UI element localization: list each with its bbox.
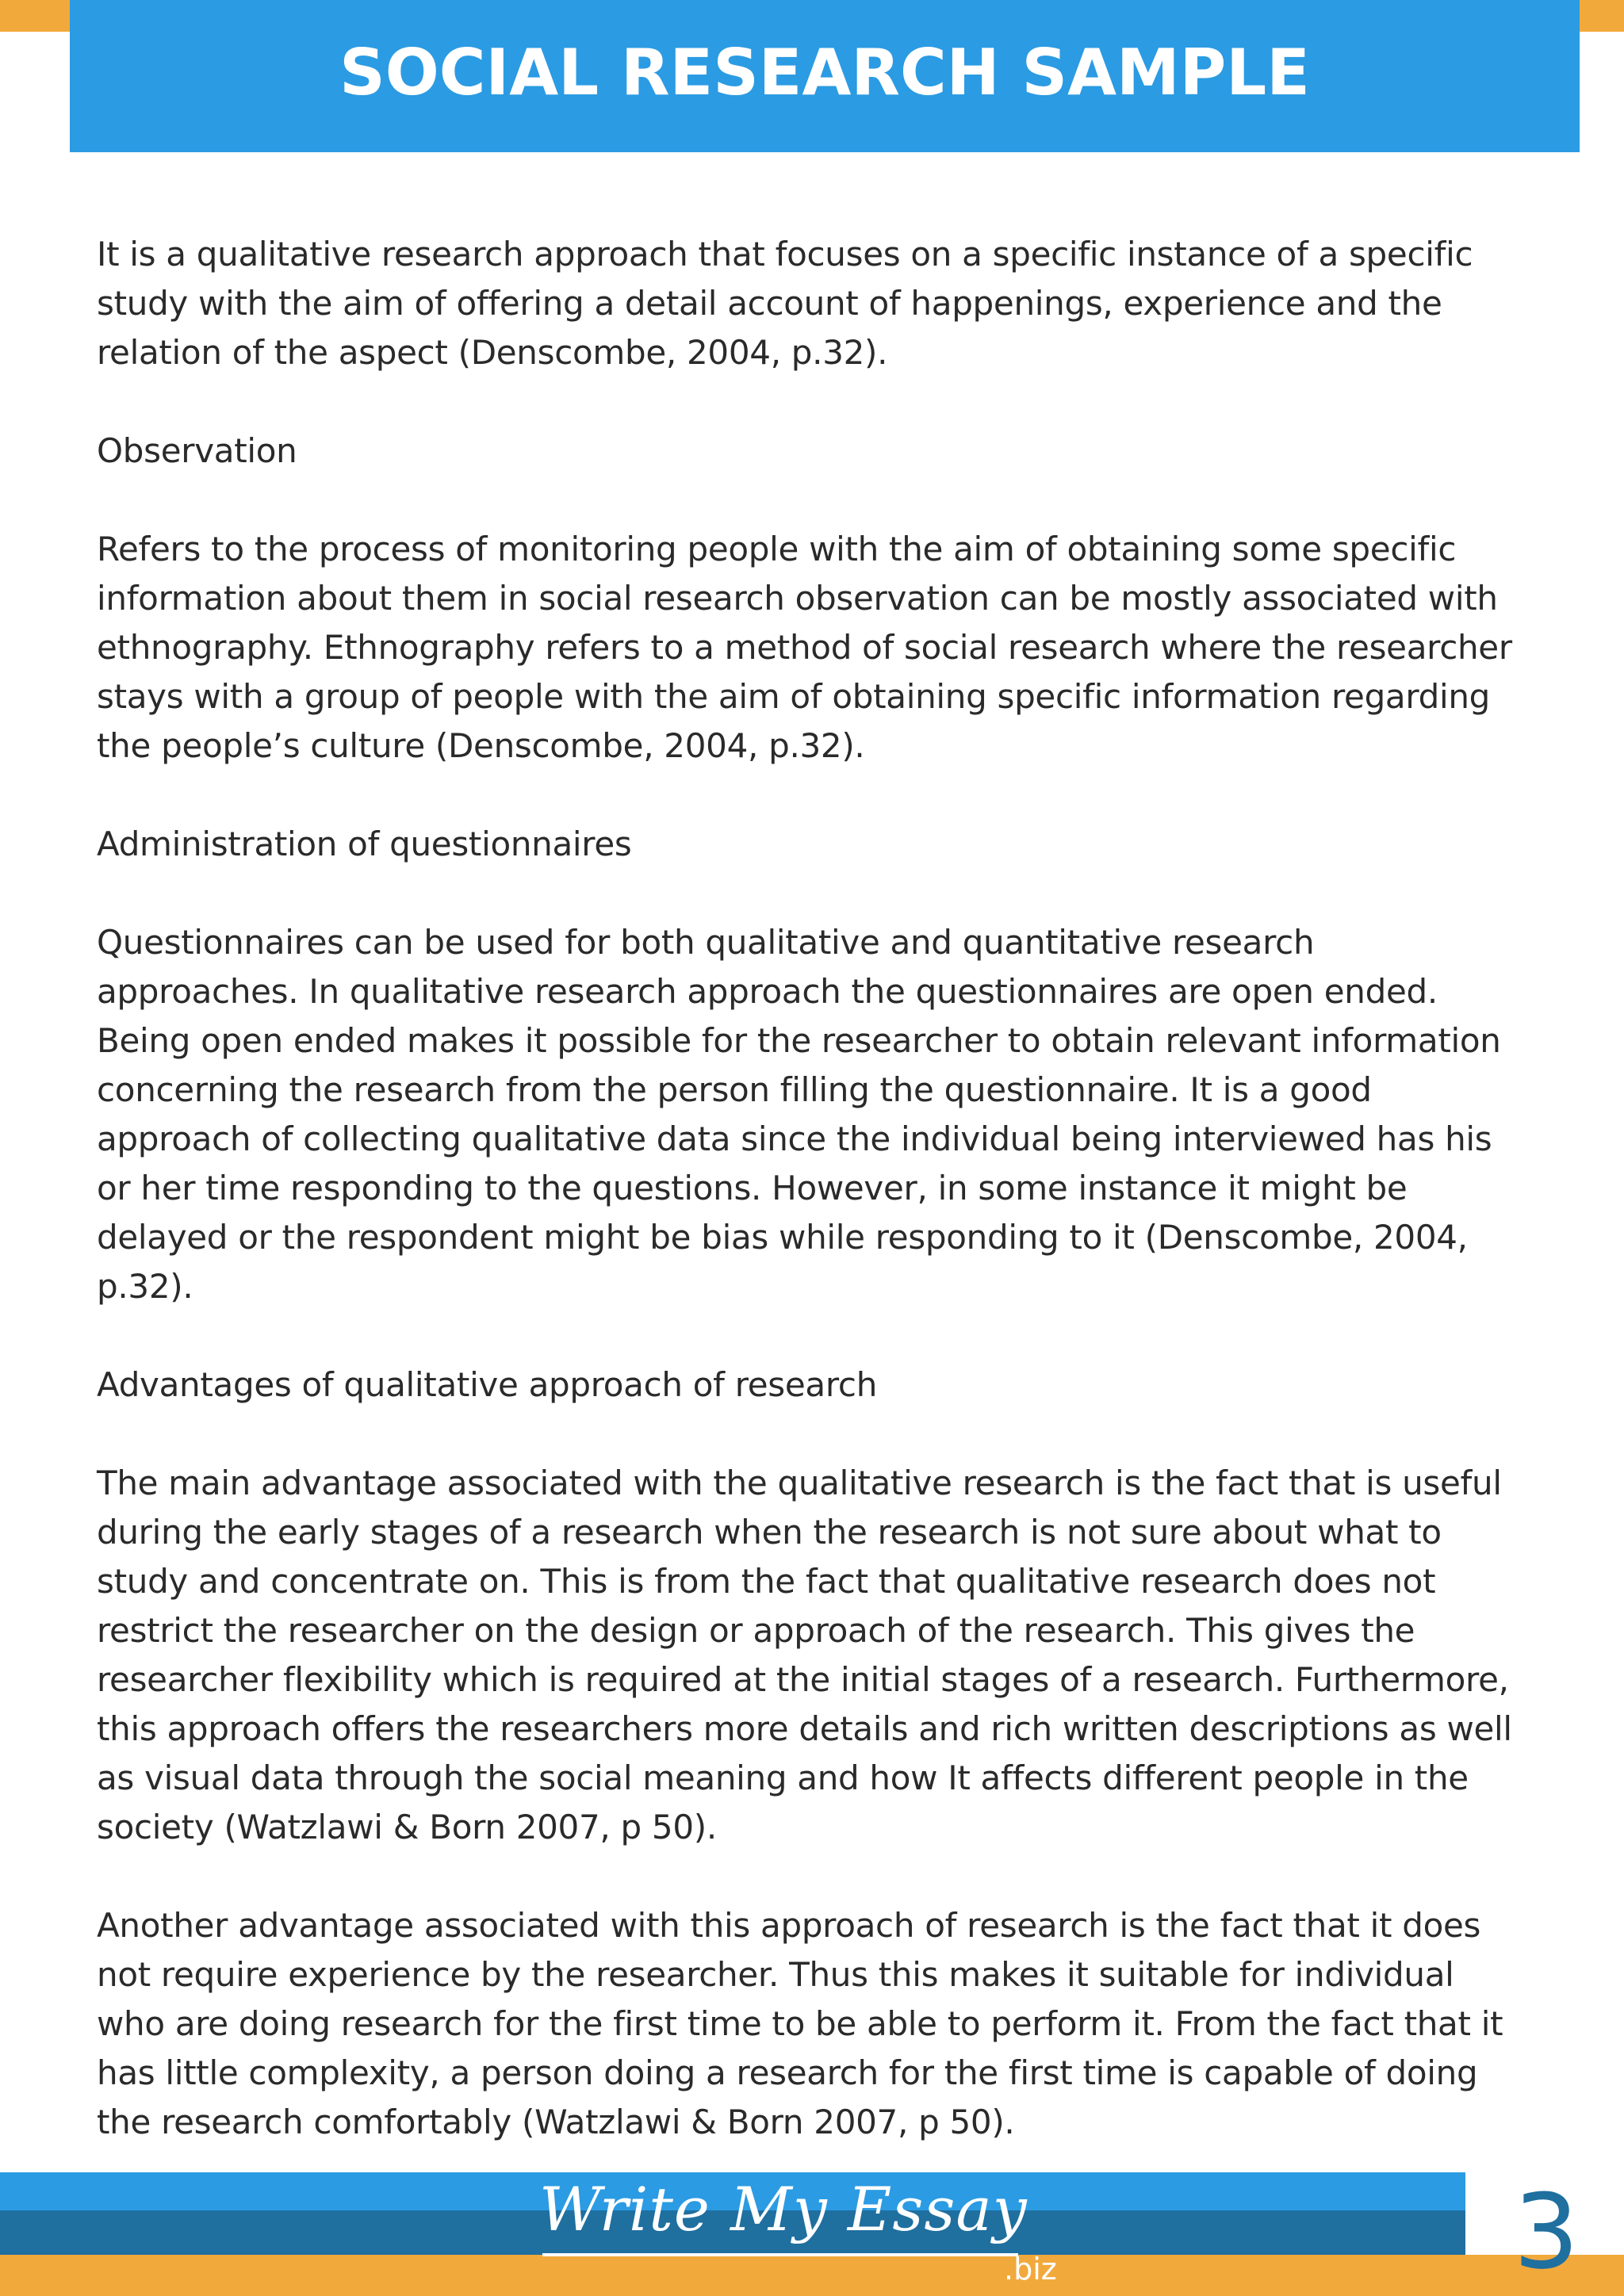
logo-underline [542, 2253, 1018, 2256]
page-number: 3 [1513, 2172, 1580, 2292]
intro-paragraph: It is a qualitative research approach that focuses on a specific instance of a specific study with the aim of offering a detail account of happenings, experience and the relation of the aspect (Denscombe, 2004, p.32). [97, 235, 1473, 372]
header-banner [70, 0, 1580, 152]
logo-domain: .biz [1004, 2252, 1057, 2286]
advantages-paragraph-1: The main advantage associated with the qualitative research is the fact that is useful during the early stages of a research when the research is not sure about what to study and concentrate on. This is from the fact that qualitative research does not restrict the researcher on the design or approach of the research. This gives the researcher flexibility which is required at the initial stages of a research. Furthermore, this approach offers the researchers more details and rich written descriptions as well as visual data through the social meaning and how It affects different people in the society (Watzlawi & Born 2007, p 50). [97, 1464, 1512, 1846]
advantages-paragraph-2: Another advantage associated with this approach of research is the fact that it does not require experience by the researcher. Thus this makes it suitable for individual who are doing research for the first time to be able to perform it. From the fact that it has little complexity, a person doing a research for the first time is capable of doing the research comfortably (Watzlawi & Born 2007, p 50). [97, 1906, 1503, 2141]
top-left-accent [0, 0, 70, 32]
section-heading-observation: Observation [97, 431, 297, 470]
section-heading-advantages: Advantages of qualitative approach of research [97, 1365, 878, 1404]
page-title: SOCIAL RESEARCH SAMPLE [339, 35, 1310, 109]
observation-paragraph: Refers to the process of monitoring people with the aim of obtaining some specific information about them in social research observation can be mostly associated with ethnography. Ethnography refers to a method of social research where the researcher stays with a group of people with the aim of obtaining specific information regarding the people’s culture (Denscombe, 2004, p.32). [97, 530, 1512, 765]
top-right-accent [1576, 0, 1624, 32]
questionnaires-paragraph: Questionnaires can be used for both qualitative and quantitative research approaches. In qualitative research approach the questionnaires are open ended. Being open ended makes it possible for the researcher to obtain relevant information concerning the research from the person filling the questionnaire. It is a good approach of collecting qualitative data since the individual being interviewed has his or her time responding to the questions. However, in some instance it might be delayed or the respondent might be bias while responding to it (Denscombe, 2004, p.32). [97, 923, 1501, 1306]
logo-text: Write My Essay [539, 2174, 1028, 2244]
document-body [97, 230, 1524, 2196]
section-heading-questionnaires: Administration of questionnaires [97, 825, 632, 863]
brand-logo [539, 2174, 1063, 2293]
